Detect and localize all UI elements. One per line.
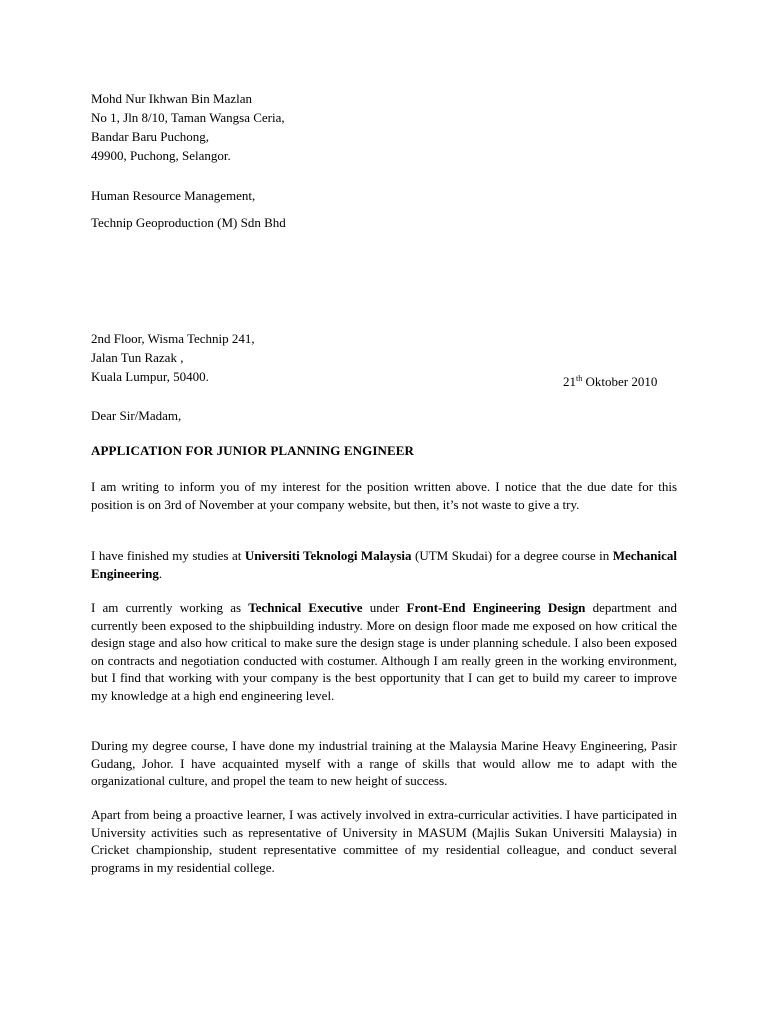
degree-name: Mechanical Engineering bbox=[91, 548, 678, 581]
paragraph-4-block bbox=[91, 737, 677, 790]
salutation-block bbox=[91, 406, 677, 425]
university-name: Universiti Teknologi Malaysia bbox=[244, 548, 412, 563]
date-suffix: th bbox=[576, 374, 583, 383]
paragraph-5-block bbox=[91, 806, 677, 876]
recipient-address-line: Jalan Tun Razak , bbox=[91, 350, 184, 365]
subject-line: APPLICATION FOR JUNIOR PLANNING ENGINEER bbox=[91, 443, 415, 458]
p3-text: I am currently working as bbox=[91, 600, 249, 615]
letter-date bbox=[563, 369, 657, 391]
paragraph-3-block bbox=[91, 599, 677, 704]
p3-text: under bbox=[362, 600, 407, 615]
paragraph-1-block bbox=[91, 478, 677, 513]
p2-text: (UTM Skudai) for a degree course in bbox=[411, 548, 613, 563]
recipient-address-line: 2nd Floor, Wisma Technip 241, bbox=[91, 331, 255, 346]
paragraph-4: During my degree course, I have done my industrial training at the Malaysia Marine Heavy Engineering, Pasir Gudang, Johor. I have acquainted myself with a range of skills that would allow me to adapt with the organizational culture, and propel the team to new height of success. bbox=[91, 738, 677, 788]
date-rest: Oktober 2010 bbox=[582, 374, 658, 389]
p2-text: I have finished my studies at bbox=[91, 548, 245, 563]
paragraph-1: I am writing to inform you of my interest for the position written above. I notice that the due date for this position is on 3rd of November at your company website, but then, it’s not waste to give a try. bbox=[91, 479, 677, 512]
recipient-department-block bbox=[91, 186, 677, 205]
paragraph-2-block bbox=[91, 547, 677, 582]
p3-text: department and currently been exposed to the shipbuilding industry. More on design floor made me exposed on how critical the design stage and also how critical to make sure the design stage is under planning schedule. I also been exposed on contracts and negotiation conducted with costumer. Although I am really green in the working environment, but I find that working with your company is the best opportunity that I can get to build my career to improve my knowledge at a high end engineering level. bbox=[91, 600, 677, 703]
paragraph-2 bbox=[91, 547, 677, 582]
recipient-address-line: Kuala Lumpur, 50400. bbox=[91, 369, 209, 384]
sender-address-line: No 1, Jln 8/10, Taman Wangsa Ceria, bbox=[91, 110, 285, 125]
recipient-department: Human Resource Management, bbox=[91, 188, 256, 203]
sender-name: Mohd Nur Ikhwan Bin Mazlan bbox=[91, 91, 253, 106]
recipient-company-block bbox=[91, 213, 677, 232]
paragraph-5: Apart from being a proactive learner, I was actively involved in extra-curricular activities. I have participated in University activities such as representative of University in MASUM (Majlis Sukan Universiti Malaysia) in Cricket championship, student representative committee of my residential colleague, and conduct several programs in my residential college. bbox=[91, 807, 677, 875]
paragraph-3 bbox=[91, 599, 677, 704]
recipient-company: Technip Geoproduction (M) Sdn Bhd bbox=[91, 215, 286, 230]
sender-address-line: Bandar Baru Puchong, bbox=[91, 129, 210, 144]
p2-text: . bbox=[158, 565, 163, 581]
subject-block bbox=[91, 441, 677, 460]
job-title: Technical Executive bbox=[248, 600, 363, 615]
sender-address-line: 49900, Puchong, Selangor. bbox=[91, 148, 231, 163]
date-day: 21 bbox=[563, 374, 576, 389]
salutation: Dear Sir/Madam, bbox=[91, 408, 182, 423]
department-name: Front-End Engineering Design bbox=[406, 600, 586, 615]
sender-address bbox=[91, 89, 677, 165]
